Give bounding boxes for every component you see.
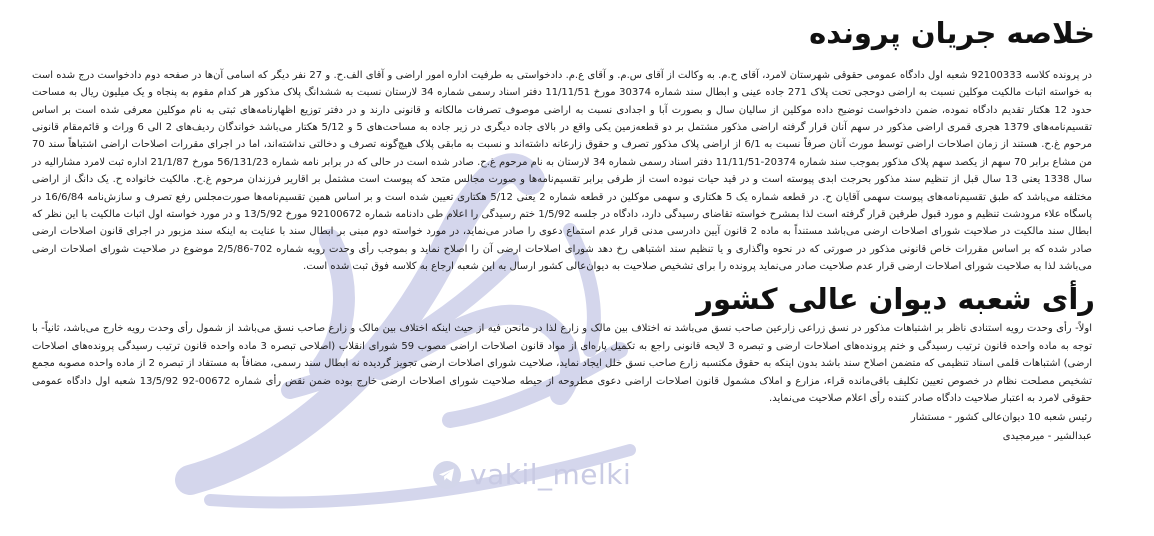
document-content bbox=[32, 0, 1095, 446]
case-summary-heading: خلاصه جریان پرونده bbox=[809, 16, 1095, 50]
case-summary-paragraph: در پرونده کلاسه 92100333 شعبه اول دادگاه عمومی حقوقی شهرستان لامرد، آقای ح.م. به وکالت از آقای س.م. و آقای ع.م. دادخواستی به طرفیت اداره امور اراضی و آقای الف.ح. و 27 نفر دیگر که اسامی آن‌ها در صفحه دوم دادخواست درج شده است به خواسته اثبات مالکیت موکلین نسبت به اراضی دوحجی تحت پلاک 271 جاده عینی و ابطال سند شماره 30374 مورخ 11/11/51 دفتر اسناد رسمی شماره 34 لارستان نسبت به ششدانگ پلاک مذکور هر کدام مقوم به پنجاه و یک میلیون ریال به مساحت حدود 12 هکتار تقدیم دادگاه نموده، ضمن دادخواست توضیح داده موکلین از سالیان سال و بصورت آبا و اجدادی نسبت به اراضی موصوف تصرفات مالکانه و قانونی دارند و در دفتر توزیع اظهارنامه‌های ثبتی به نام موکلین معرفی شده است بر اساس تقسیم‌نامه‌های 1379 هجری قمری اراضی مذکور در سهم آنان قرار گرفته اراضی مذکور مشتمل بر دو قطعه‌زمین یکی واقع در بالای جاده دیگری در زیر جاده به مساحت‌های 5 و 5/12 هکتار می‌باشد خواندگان ردیف‌های 2 الی 6 وراث و قائم‌مقام قانونی مرحوم غ.ح. هستند از زمان اصلاحات اراضی توسط مورث آنان صرفاً نسبت به 6/1 از اراضی پلاک مذکور تصرف و حقوق زارعانه داشته‌اند و نسبت به مابقی پلاک هیچ‌گونه تصرف و دخالتی نداشته‌اند، اما در اجرای مقررات اصلاحات اراضی اشتباهاً سند 70 من مشاع برابر 70 سهم از یکصد سهم پلاک مذکور بموجب سند شماره 20374-11/11/51 دفتر اسناد رسمی شماره 34 لارستان به نام مرحوم غ.ح. صادر شده است در حالی که در برابر نامه شماره 56/131/23 مورخ 21/1/87 اداره ثبت لامرد مشارالیه در سال 1338 یعنی 13 سال قبل از تنظیم سند مذکور بحرجت ابدی پیوسته است و در قید حیات نبوده است از طرفی برابر تقسیم‌نامه‌ها و صورت مجالس متحد که پیوست است مشتمل بر اقاریر فرزندان مرحوم غ.ح. مالکیت خانواده ح. یک دانگ از اراضی مختلفه می‌باشد که طبق تقسیم‌نامه‌های پیوست سهمی آقایان ح. در قطعه شماره یک 5 هکتاری و سهمی موکلین در قطعه شماره 2 یعنی 5/12 هکتاری تعیین شده است و بر اساس همین تقسیم‌نامه‌ها صورت‌مجلس رفع تصرف و سازش‌نامه 16/6/84 در پاسگاه علاء مرودشت تنظیم و مورد قبول طرفین قرار گرفته است لذا بمشرح خواسته تقاضای رسیدگی دارد، دادگاه در جلسه 1/5/92 ختم رسیدگی را اعلام طی دادنامه شماره 92100672 مورخ 13/5/92 و در مورد خواسته اول اثبات مالکیت با این نظر که ابطال سند مالکیت در صلاحیت شورای اصلاحات ارضی می‌باشد مستنداً به ماده 2 قانون آیین دادرسی مدنی قرار عدم استماع دعوی را صادر می‌نماید، در مورد خواسته دوم مبنی بر ابطال سند با عنایت به اینکه سند مزبور در اجرای قانون اصلاحات ارضی صادر شده که بر اساس مقررات خاص قانونی مذکور در صورتی که در نحوه واگذاری و یا تنظیم سند اشتباهی رخ دهد شورای اصلاحات ارضی آن را اصلاح نماید و بموجب رأی وحدت رویه شماره 702-2/5/86 موضوع در صلاحیت شورای اصلاحات ارضی می‌باشد لذا به صلاحیت شورای اصلاحات ارضی قرار عدم صلاحیت صادر می‌نماید پرونده را برای تشخیص صلاحیت به دیوان‌عالی کشور ارسال به این شعبه ارجاع به کلاسه فوق ثبت شده است. bbox=[32, 69, 1093, 273]
signature-names: عبدالشیر - میرمجیدی bbox=[1002, 430, 1092, 442]
supreme-court-ruling-paragraph: اولاً- رأی وحدت رویه استنادی ناظر بر اشتباهات مذکور در نسق زراعی زارعین صاحب نسق می‌باشد نه اختلاف بین مالک و زارع لذا در ما‌نحن فیه از حیث اینکه اختلاف بین مالک و زارع صاحب نسق می‌باشد از شمول رأی وحدت رویه خارج می‌باشد، ثانیاً- با توجه به ماده واحده قانون ترتیب رسیدگی و ختم پرونده‌های اصلاحات ارضی و تبصره 3 لایحه قانونی راجع به تکمیل پاره‌ای از مواد قانون اصلاحات اراضی مصوب 59 شورای انقلاب (اصلاحی تبصره 3 ماده واحده قانون ترتیب رسیدگی پرونده‌های اصلاحات ارضی) اشتباهات قلمی اسناد تنظیمی که متضمن اصلاح سند باشد بدون اینکه به حقوق مکتسبه زارع صاحب نسق خلل ایجاد نماید، صلاحیت شورای اصلاحات ارضی تجویز گردیده نه ابطال سند رسمی، مضافاً به مستفاد از تبصره 2 از ماده واحده مصوبه مجمع تشخیص مصلحت نظام در خصوص تعیین تکلیف باقی‌مانده قراء، مزارع و املاک مشمول قانون اصلاحات اراضی دعوی مطروحه از حیطه صلاحیت شورای اصلاحات ارضی خارج بوده ضمن نقض رأی شماره 00672-92 13/5/92 شعبه اول دادگاه عمومی حقوقی لامرد به اعتبار صلاحیت دادگاه صادر کننده رأی اعلام صلاحیت می‌نماید. bbox=[32, 323, 1093, 405]
watermark-channel bbox=[432, 458, 631, 491]
supreme-court-ruling-heading: رأی شعبه دیوان عالی کشور bbox=[696, 281, 1095, 316]
telegram-icon bbox=[432, 460, 462, 490]
signature-title: رئیس شعبه 10 دیوان‌عالی کشور - مستشار bbox=[910, 411, 1092, 423]
watermark-text: vakil_melki bbox=[470, 458, 632, 491]
